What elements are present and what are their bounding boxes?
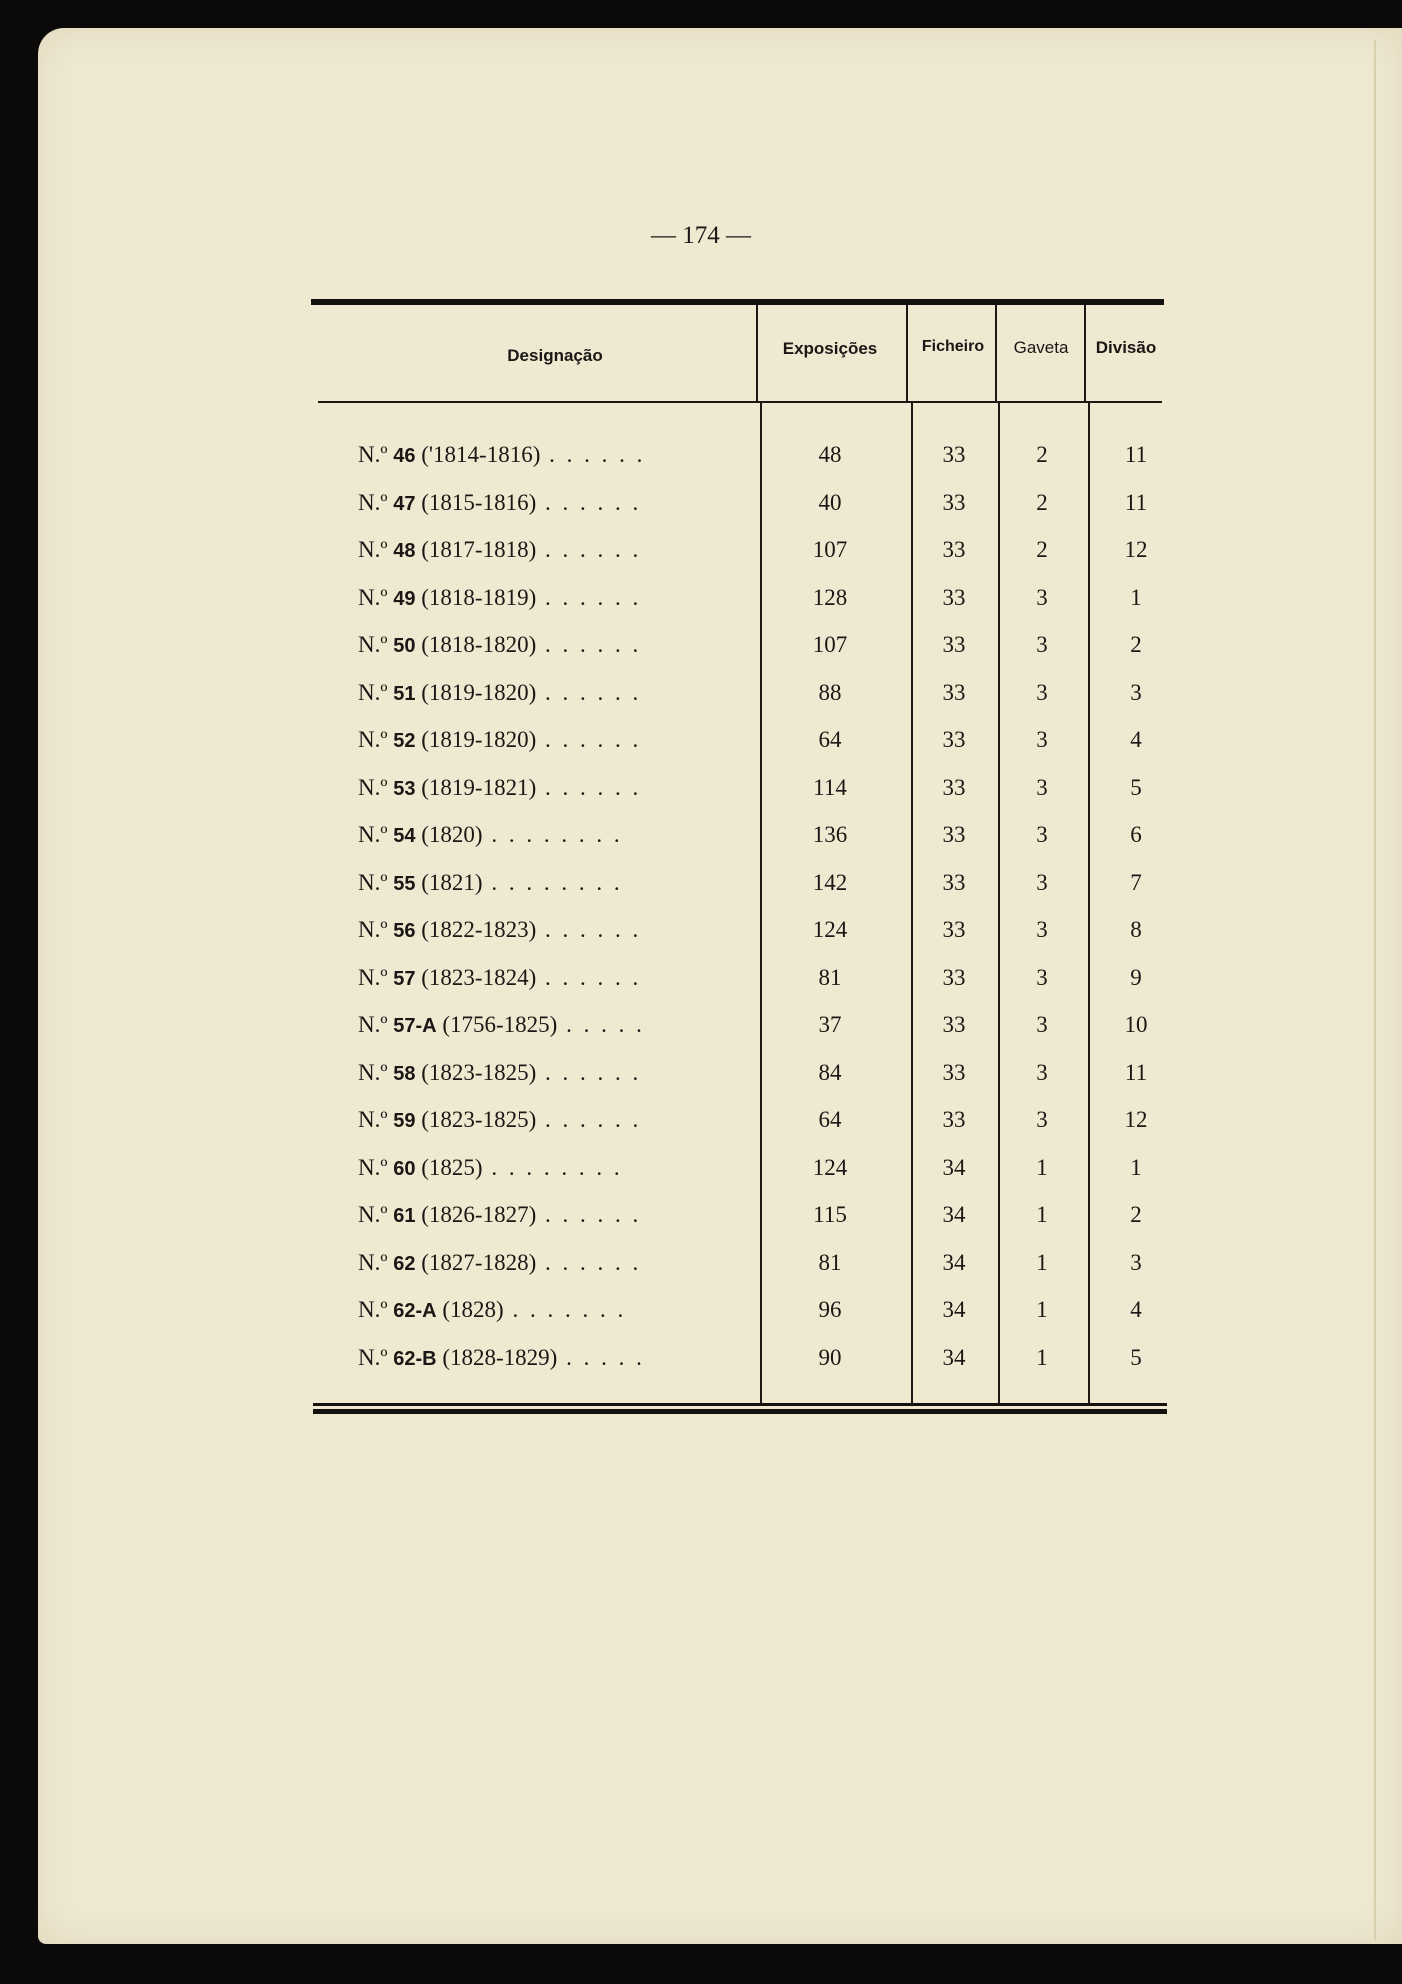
ficheiro-cell: 33 <box>942 1107 966 1132</box>
ficheiro-cell: 33 <box>942 1012 966 1037</box>
row-number: 55 <box>393 872 416 895</box>
ficheiro-cell: 33 <box>942 584 966 610</box>
row-period: (1823-1825) <box>421 1059 537 1085</box>
row-prefix: N.º <box>358 1344 388 1370</box>
row-number: 57-A <box>393 1015 437 1037</box>
exposicoes-cell: 81 <box>818 964 842 990</box>
row-period: (1822-1823) <box>421 917 537 942</box>
row-number: 56 <box>393 920 416 942</box>
exposicoes-cell: 88 <box>818 679 842 705</box>
ficheiro-cell: 33 <box>942 679 966 705</box>
exposicoes-cell: 115 <box>813 1202 847 1227</box>
table-row <box>0 583 1402 631</box>
gaveta-cell: 1 <box>1036 1344 1048 1370</box>
designacao-cell <box>358 820 623 851</box>
row-period: (1756-1825) <box>442 1012 558 1037</box>
gaveta-cell: 3 <box>1036 917 1048 942</box>
designacao-cell <box>358 583 641 614</box>
exposicoes-cell: 37 <box>818 1012 842 1037</box>
divisao-cell: 11 <box>1124 1059 1148 1085</box>
row-prefix: N.º <box>358 1297 388 1322</box>
table-row <box>0 1058 1402 1106</box>
designacao-cell <box>358 630 641 661</box>
gaveta-cell: 3 <box>1036 1012 1048 1037</box>
row-prefix: N.º <box>358 1012 388 1037</box>
exposicoes-cell: 48 <box>818 442 842 467</box>
divisao-cell: 8 <box>1130 917 1142 942</box>
row-prefix: N.º <box>358 584 388 610</box>
divisao-cell: 4 <box>1130 1297 1142 1322</box>
row-prefix: N.º <box>358 1202 388 1227</box>
table-row <box>0 1295 1402 1343</box>
divisao-cell: 2 <box>1130 632 1142 657</box>
row-number: 58 <box>393 1062 416 1085</box>
table-row <box>0 1248 1402 1296</box>
row-period: (1825) <box>421 1154 483 1180</box>
ficheiro-cell: 34 <box>942 1202 966 1227</box>
row-number: 50 <box>393 635 416 657</box>
column-divider <box>906 305 908 401</box>
exposicoes-cell: 142 <box>812 869 848 895</box>
dot-leader: . . . . . . <box>536 584 642 610</box>
designacao-cell <box>358 1200 641 1231</box>
designacao-cell <box>358 1295 626 1326</box>
exposicoes-cell: 81 <box>818 1249 842 1275</box>
divisao-cell: 5 <box>1130 774 1142 800</box>
column-divider <box>995 305 997 401</box>
gaveta-cell: 3 <box>1036 964 1048 990</box>
ficheiro-cell: 33 <box>942 822 966 847</box>
row-number: 49 <box>393 587 416 610</box>
row-number: 62 <box>393 1252 416 1275</box>
dot-leader: . . . . . . . . <box>482 869 623 895</box>
ficheiro-cell: 33 <box>942 917 966 942</box>
divisao-cell: 10 <box>1124 1012 1148 1037</box>
dot-leader: . . . . . <box>557 1012 645 1037</box>
gaveta-cell: 1 <box>1036 1154 1048 1180</box>
row-number: 47 <box>393 492 416 515</box>
exposicoes-cell: 124 <box>812 1154 848 1180</box>
exposicoes-cell: 40 <box>818 489 842 515</box>
divisao-cell: 6 <box>1130 822 1142 847</box>
row-prefix: N.º <box>358 964 388 990</box>
gaveta-cell: 3 <box>1036 1059 1048 1085</box>
dot-leader: . . . . . . . <box>503 1297 627 1322</box>
ficheiro-cell: 33 <box>942 774 966 800</box>
designacao-cell <box>358 773 641 804</box>
designacao-cell <box>358 535 641 566</box>
designacao-cell <box>358 725 641 756</box>
gaveta-cell: 3 <box>1036 679 1048 705</box>
exposicoes-cell: 124 <box>812 917 848 942</box>
ficheiro-cell: 33 <box>942 632 966 657</box>
gaveta-cell: 3 <box>1036 1107 1048 1132</box>
row-number: 59 <box>393 1110 416 1132</box>
dot-leader: . . . . . . <box>536 1249 642 1275</box>
row-prefix: N.º <box>358 822 388 847</box>
exposicoes-cell: 64 <box>818 1107 842 1132</box>
dot-leader: . . . . . . <box>536 774 642 800</box>
row-prefix: N.º <box>358 1249 388 1275</box>
designacao-cell <box>358 488 641 519</box>
dot-leader: . . . . . . <box>540 442 646 467</box>
table-row <box>0 1200 1402 1248</box>
ficheiro-cell: 33 <box>942 964 966 990</box>
divisao-cell: 12 <box>1124 1107 1148 1132</box>
header-exposicoes: Exposições <box>782 339 878 358</box>
exposicoes-cell: 136 <box>812 822 848 847</box>
ficheiro-cell: 34 <box>942 1297 966 1322</box>
row-prefix: N.º <box>358 774 388 800</box>
divisao-cell: 1 <box>1130 584 1142 610</box>
table-row <box>0 1010 1402 1058</box>
exposicoes-cell: 128 <box>812 584 848 610</box>
row-number: 62-B <box>393 1347 437 1370</box>
table-row <box>0 678 1402 726</box>
row-prefix: N.º <box>358 1154 388 1180</box>
header-ficheiro: Ficheiro <box>921 338 985 355</box>
designacao-cell <box>358 1153 623 1184</box>
table-row <box>0 1153 1402 1201</box>
dot-leader: . . . . . . <box>536 1059 642 1085</box>
ficheiro-cell: 34 <box>942 1154 966 1180</box>
dot-leader: . . . . . . <box>536 1202 642 1227</box>
table-row <box>0 725 1402 773</box>
row-prefix: N.º <box>358 442 388 467</box>
designacao-cell <box>358 963 641 994</box>
divisao-cell: 3 <box>1130 1249 1142 1275</box>
gaveta-cell: 3 <box>1036 774 1048 800</box>
row-period: (1823-1825) <box>421 1107 537 1132</box>
table-top-rule <box>311 299 1164 305</box>
gaveta-cell: 1 <box>1036 1249 1048 1275</box>
designacao-cell <box>358 678 641 709</box>
designacao-cell <box>358 1010 645 1041</box>
table-bottom-rule <box>313 1403 1167 1406</box>
exposicoes-cell: 114 <box>813 774 847 800</box>
exposicoes-cell: 107 <box>812 632 848 657</box>
row-prefix: N.º <box>358 727 388 752</box>
table-row <box>0 535 1402 583</box>
divisao-cell: 3 <box>1130 679 1142 705</box>
table-body <box>0 440 1402 1390</box>
exposicoes-cell: 90 <box>818 1344 842 1370</box>
table-row <box>0 630 1402 678</box>
ficheiro-cell: 33 <box>942 537 966 562</box>
table-row <box>0 868 1402 916</box>
dot-leader: . . . . . . <box>536 964 642 990</box>
exposicoes-cell: 96 <box>818 1297 842 1322</box>
divisao-cell: 4 <box>1130 727 1142 752</box>
table-row <box>0 820 1402 868</box>
row-period: (1819-1820) <box>421 679 537 705</box>
header-designacao: Designação <box>507 346 603 365</box>
row-prefix: N.º <box>358 1059 388 1085</box>
divisao-cell: 1 <box>1130 1154 1142 1180</box>
row-period: (1818-1820) <box>421 632 537 657</box>
divisao-cell: 7 <box>1130 869 1142 895</box>
designacao-cell <box>358 1058 641 1089</box>
designacao-cell <box>358 1343 645 1374</box>
gaveta-cell: 3 <box>1036 869 1048 895</box>
ficheiro-cell: 34 <box>942 1344 966 1370</box>
row-period: ('1814-1816) <box>421 442 541 467</box>
ficheiro-cell: 33 <box>942 727 966 752</box>
header-gaveta: Gaveta <box>1013 338 1069 357</box>
row-period: (1821) <box>421 869 483 895</box>
row-prefix: N.º <box>358 632 388 657</box>
dot-leader: . . . . . . <box>536 537 642 562</box>
row-prefix: N.º <box>358 917 388 942</box>
row-prefix: N.º <box>358 537 388 562</box>
row-number: 51 <box>393 682 416 705</box>
designacao-cell <box>358 915 641 946</box>
gaveta-cell: 2 <box>1036 442 1048 467</box>
row-period: (1823-1824) <box>421 964 537 990</box>
ficheiro-cell: 33 <box>942 489 966 515</box>
header-divisao: Divisão <box>1095 338 1157 357</box>
table-row <box>0 773 1402 821</box>
dot-leader: . . . . . . <box>536 679 642 705</box>
table-row <box>0 440 1402 488</box>
row-prefix: N.º <box>358 1107 388 1132</box>
gaveta-cell: 1 <box>1036 1202 1048 1227</box>
row-number: 46 <box>393 445 416 467</box>
divisao-cell: 9 <box>1130 964 1142 990</box>
row-period: (1815-1816) <box>421 489 537 515</box>
gaveta-cell: 1 <box>1036 1297 1048 1322</box>
divisao-cell: 11 <box>1124 442 1148 467</box>
gaveta-cell: 2 <box>1036 489 1048 515</box>
gaveta-cell: 3 <box>1036 727 1048 752</box>
ficheiro-cell: 33 <box>942 869 966 895</box>
row-number: 54 <box>393 825 416 847</box>
row-period: (1828-1829) <box>442 1344 558 1370</box>
designacao-cell <box>358 1105 641 1136</box>
dot-leader: . . . . . . <box>536 489 642 515</box>
table-row <box>0 963 1402 1011</box>
row-period: (1820) <box>421 822 483 847</box>
exposicoes-cell: 84 <box>818 1059 842 1085</box>
row-number: 57 <box>393 967 416 990</box>
divisao-cell: 11 <box>1124 489 1148 515</box>
exposicoes-cell: 64 <box>818 727 842 752</box>
row-prefix: N.º <box>358 679 388 705</box>
row-number: 53 <box>393 777 416 800</box>
row-number: 52 <box>393 730 416 752</box>
table-row <box>0 488 1402 536</box>
row-period: (1819-1821) <box>421 774 537 800</box>
gaveta-cell: 3 <box>1036 584 1048 610</box>
designacao-cell <box>358 440 645 471</box>
row-period: (1827-1828) <box>421 1249 537 1275</box>
dot-leader: . . . . . . . . <box>482 822 623 847</box>
row-period: (1817-1818) <box>421 537 537 562</box>
ficheiro-cell: 33 <box>942 442 966 467</box>
row-number: 61 <box>393 1205 416 1227</box>
dot-leader: . . . . . . <box>536 727 642 752</box>
ficheiro-cell: 34 <box>942 1249 966 1275</box>
table-row <box>0 915 1402 963</box>
dot-leader: . . . . . . <box>536 917 642 942</box>
row-period: (1818-1819) <box>421 584 537 610</box>
gaveta-cell: 3 <box>1036 632 1048 657</box>
table-bottom-rule-thick <box>313 1409 1167 1414</box>
row-period: (1828) <box>442 1297 504 1322</box>
divisao-cell: 12 <box>1124 537 1148 562</box>
dot-leader: . . . . . <box>557 1344 645 1370</box>
gaveta-cell: 2 <box>1036 537 1048 562</box>
row-period: (1826-1827) <box>421 1202 537 1227</box>
exposicoes-cell: 107 <box>812 537 848 562</box>
page-number: — 174 — <box>651 222 751 249</box>
dot-leader: . . . . . . . . <box>482 1154 623 1180</box>
ficheiro-cell: 33 <box>942 1059 966 1085</box>
row-number: 48 <box>393 540 416 562</box>
table-row <box>0 1105 1402 1153</box>
row-number: 60 <box>393 1157 416 1180</box>
row-period: (1819-1820) <box>421 727 537 752</box>
column-divider <box>756 305 758 401</box>
row-prefix: N.º <box>358 489 388 515</box>
column-divider <box>1084 305 1086 401</box>
dot-leader: . . . . . . <box>536 1107 642 1132</box>
header-rule <box>318 401 1162 403</box>
row-number: 62-A <box>393 1300 437 1322</box>
designacao-cell <box>358 868 623 899</box>
gaveta-cell: 3 <box>1036 822 1048 847</box>
dot-leader: . . . . . . <box>536 632 642 657</box>
designacao-cell <box>358 1248 641 1279</box>
table-row <box>0 1343 1402 1391</box>
row-prefix: N.º <box>358 869 388 895</box>
divisao-cell: 5 <box>1130 1344 1142 1370</box>
divisao-cell: 2 <box>1130 1202 1142 1227</box>
